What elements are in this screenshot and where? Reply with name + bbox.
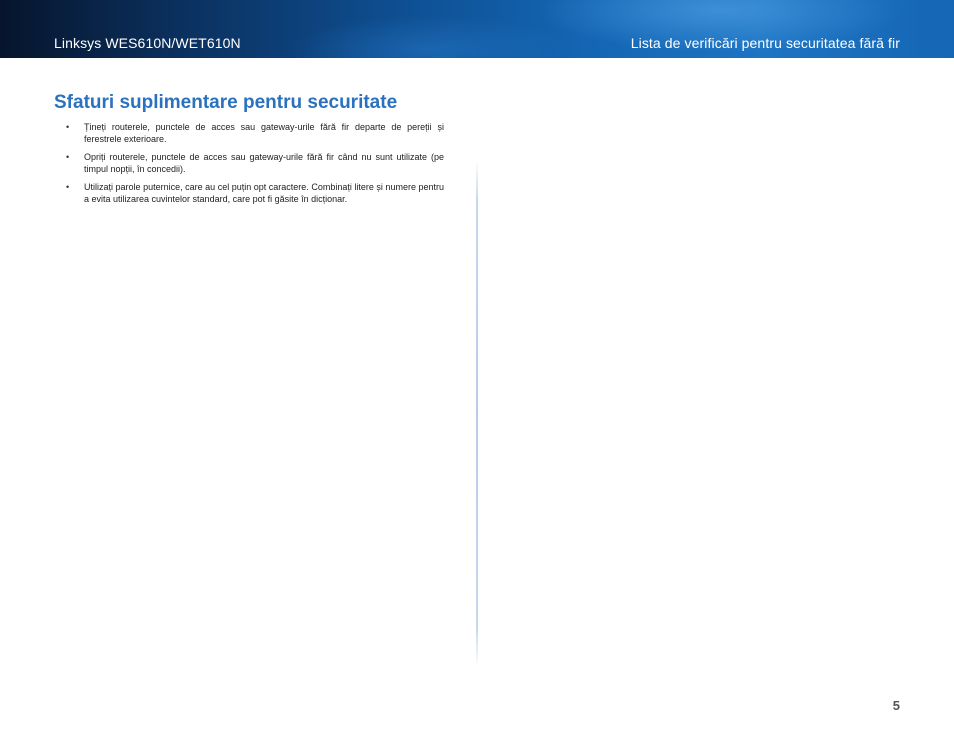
list-item [66,122,444,145]
security-tips-list [66,122,444,212]
header-bar [0,0,954,58]
section-title: Lista de verificări pentru securitatea fără fir [630,35,900,51]
bullet-icon: • [66,152,70,162]
tip-text: Țineți routerele, punctele de acces sau gateway-urile fără fir departe de pereții și ferestrele exterioare. [84,122,444,144]
list-item [66,182,444,205]
page-title: Sfaturi suplimentare pentru securitate [54,92,398,113]
page-number: 5 [892,698,900,713]
tip-text: Utilizați parole puternice, care au cel puțin opt caractere. Combinați litere și numere pentru a evita utilizarea cuvintelor standard, care pot fi găsite în dicționar. [84,182,444,204]
product-name: Linksys WES610N/WET610N [54,35,241,51]
column-divider [476,160,478,668]
list-item [66,152,444,175]
tip-text: Opriți routerele, punctele de acces sau gateway-urile fără fir când nu sunt utilizate (pe timpul nopții, în concedii). [84,152,444,174]
bullet-icon: • [66,182,70,192]
bullet-icon: • [66,122,70,132]
